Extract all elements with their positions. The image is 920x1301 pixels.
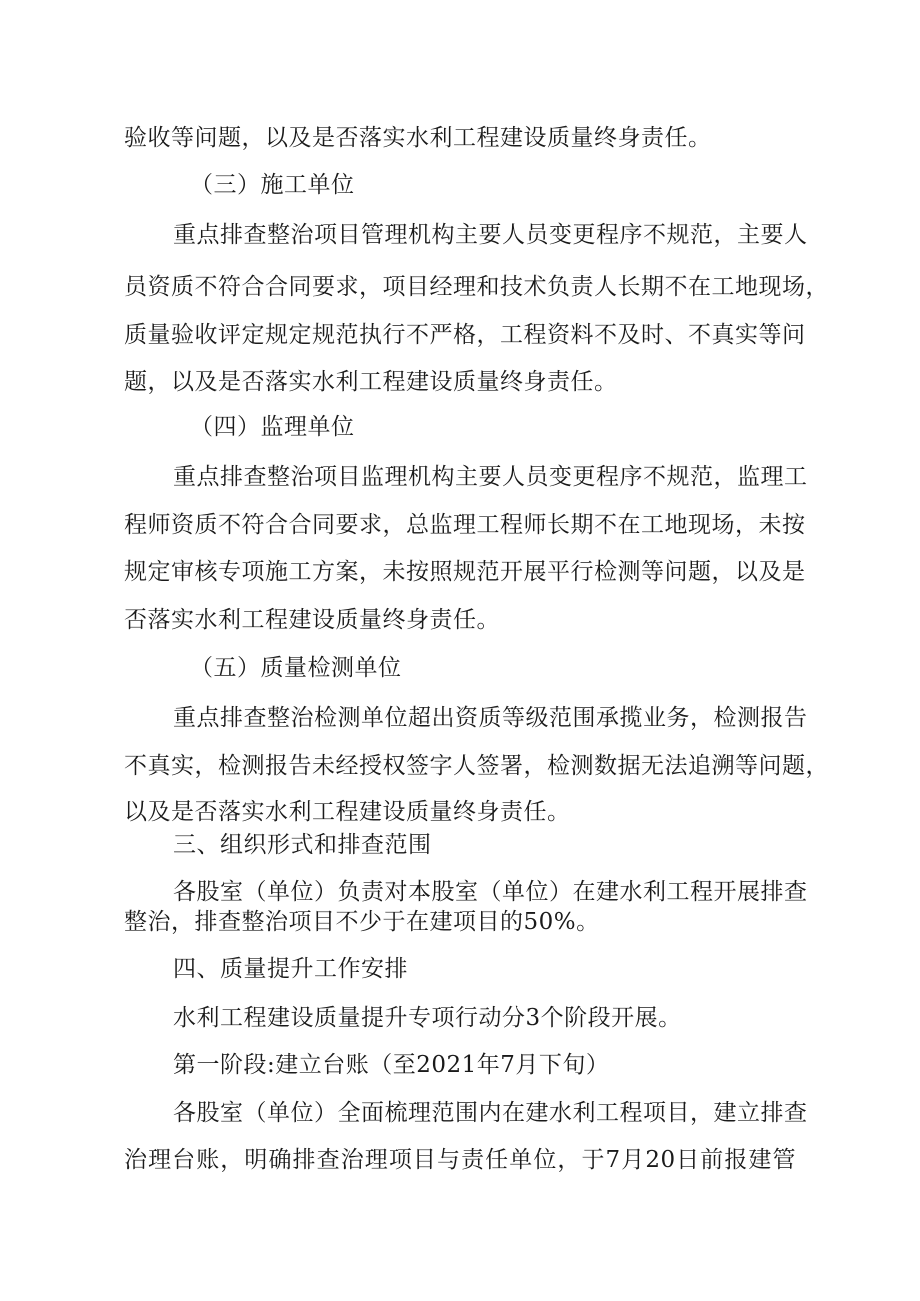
paragraph-line: 题，以及是否落实水利工程建设质量终身责任。 (124, 369, 618, 395)
paragraph-line: 否落实水利工程建设质量终身责任。 (124, 607, 500, 633)
paragraph-line: 各股室（单位）负责对本股室（单位）在建水利工程开展排查 (173, 879, 808, 905)
phase-heading: 第一阶段:建立台账（至2021年7月下旬） (173, 1052, 610, 1078)
paragraph-line: 程师资质不符合合同要求，总监理工程师长期不在工地现场，未按 (124, 512, 806, 538)
section-heading-construction-unit: （三）施工单位 (190, 172, 355, 198)
paragraph-line: 验收等问题，以及是否落实水利工程建设质量终身责任。 (124, 125, 712, 151)
section-heading-organization: 三、组织形式和排查范围 (173, 832, 432, 858)
paragraph-line: 以及是否落实水利工程建设质量终身责任。 (124, 799, 571, 825)
paragraph-line: 重点排查整治项目监理机构主要人员变更程序不规范，监理工 (173, 464, 808, 490)
section-heading-work-arrangement: 四、质量提升工作安排 (173, 956, 408, 982)
paragraph-line: 重点排查整治检测单位超出资质等级范围承揽业务，检测报告 (173, 705, 808, 731)
paragraph-line: 水利工程建设质量提升专项行动分3个阶段开展。 (173, 1005, 682, 1031)
section-heading-supervision-unit: （四）监理单位 (190, 414, 355, 440)
paragraph-line: 重点排查整治项目管理机构主要人员变更程序不规范，主要人 (173, 222, 808, 248)
paragraph-line: 员资质不符合合同要求，项目经理和技术负责人长期不在工地现场， (124, 274, 829, 300)
paragraph-line: 质量验收评定规定规范执行不严格，工程资料不及时、不真实等问 (124, 322, 806, 348)
paragraph-line: 整治，排查整治项目不少于在建项目的50%。 (124, 909, 600, 935)
paragraph-line: 治理台账，明确排查治理项目与责任单位，于7月20日前报建管 (124, 1147, 796, 1173)
paragraph-line: 不真实，检测报告未经授权签字人签署，检测数据无法追溯等问题， (124, 753, 829, 779)
paragraph-line: 各股室（单位）全面梳理范围内在建水利工程项目，建立排查 (173, 1100, 808, 1126)
section-heading-quality-testing-unit: （五）质量检测单位 (190, 655, 402, 681)
paragraph-line: 规定审核专项施工方案，未按照规范开展平行检测等问题，以及是 (124, 559, 806, 585)
